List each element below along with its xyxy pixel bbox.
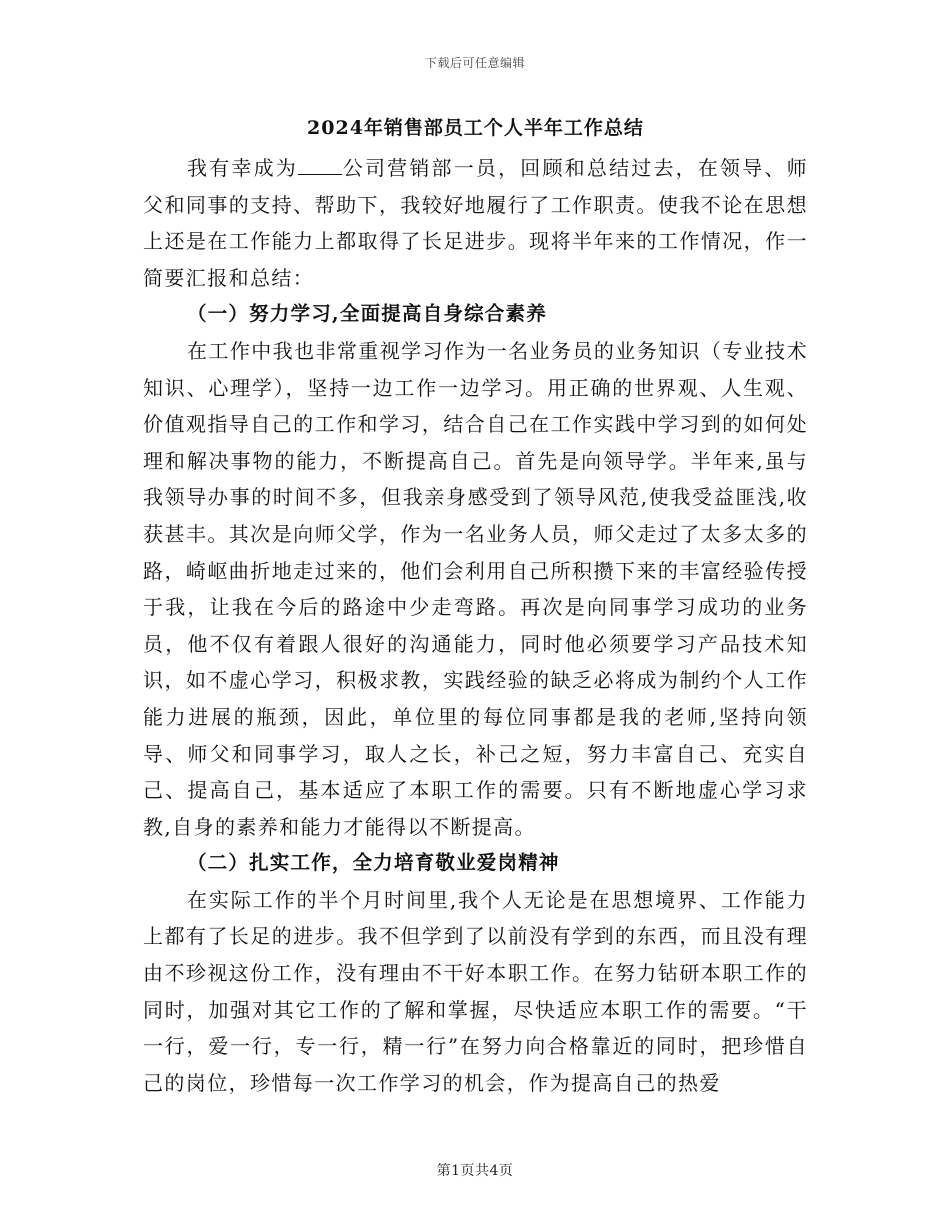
company-name-blank <box>298 156 342 175</box>
page-number-footer: 第1页共4页 <box>436 1163 514 1179</box>
section-heading-1: （一）努力学习,全面提高自身综合素养 <box>187 302 547 326</box>
intro-text-after-blank: 公司营销部一员，回顾和总结过去，在领导、师父和同事的支持、帮助下，我较好地履行了工作职责。使我不论在思想上还是在工作能力上都取得了长足进步。现将半年来的工作情况，作一简要汇报和总结： <box>143 156 809 290</box>
section-body-1: 在工作中我也非常重视学习作为一名业务员的业务知识（专业技术知识、心理学），坚持一边工作一边学习。用正确的世界观、人生观、价值观指导自己的工作和学习，结合自己在工作实践中学习到的如何处理和解决事物的能力，不断提高自己。首先是向领导学。半年来,虽与我领导办事的时间不多，但我亲身感受到了领导风范,使我受益匪浅,收获甚丰。其次是向师父学，作为一名业务人员，师父走过了太多太多的路，崎岖曲折地走过来的，他们会利用自己所积攒下来的丰富经验传授于我，让我在今后的路途中少走弯路。再次是向同事学习成功的业务员，他不仅有着跟人很好的沟通能力，同时他必须要学习产品技术知识，如不虚心学习，积极求教，实践经验的缺乏必将成为制约个人工作能力进展的瓶颈，因此，单位里的每位同事都是我的老师,坚持向领导、师父和同事学习，取人之长，补己之短，努力丰富自己、充实自己、提高自己，基本适应了本职工作的需要。只有不断地虚心学习求教,自身的素养和能力才能得以不断提高。 <box>143 338 808 839</box>
section-body-2: 在实际工作的半个月时间里,我个人无论是在思想境界、工作能力上都有了长足的进步。我不但学到了以前没有学到的东西，而且没有理由不珍视这份工作，没有理由不干好本职工作。在努力钻研本职工作的同时，加强对其它工作的了解和掌握，尽快适应本职工作的需要。“干一行，爱一行，专一行，精一行”在努力向合格靠近的同时，把珍惜自己的岗位，珍惜每一次工作学习的机会，作为提高自己的热爱 <box>143 887 808 1095</box>
intro-paragraph <box>143 150 808 296</box>
document-title: 2024年销售部员工个人半年工作总结 <box>307 117 644 139</box>
section-heading-2: （二）扎实工作，全力培育敬业爱岗精神 <box>187 851 560 875</box>
document-body <box>143 112 808 1101</box>
header-note: 下载后可任意编辑 <box>424 56 525 70</box>
intro-text-before-blank: 我有幸成为 <box>187 156 298 180</box>
